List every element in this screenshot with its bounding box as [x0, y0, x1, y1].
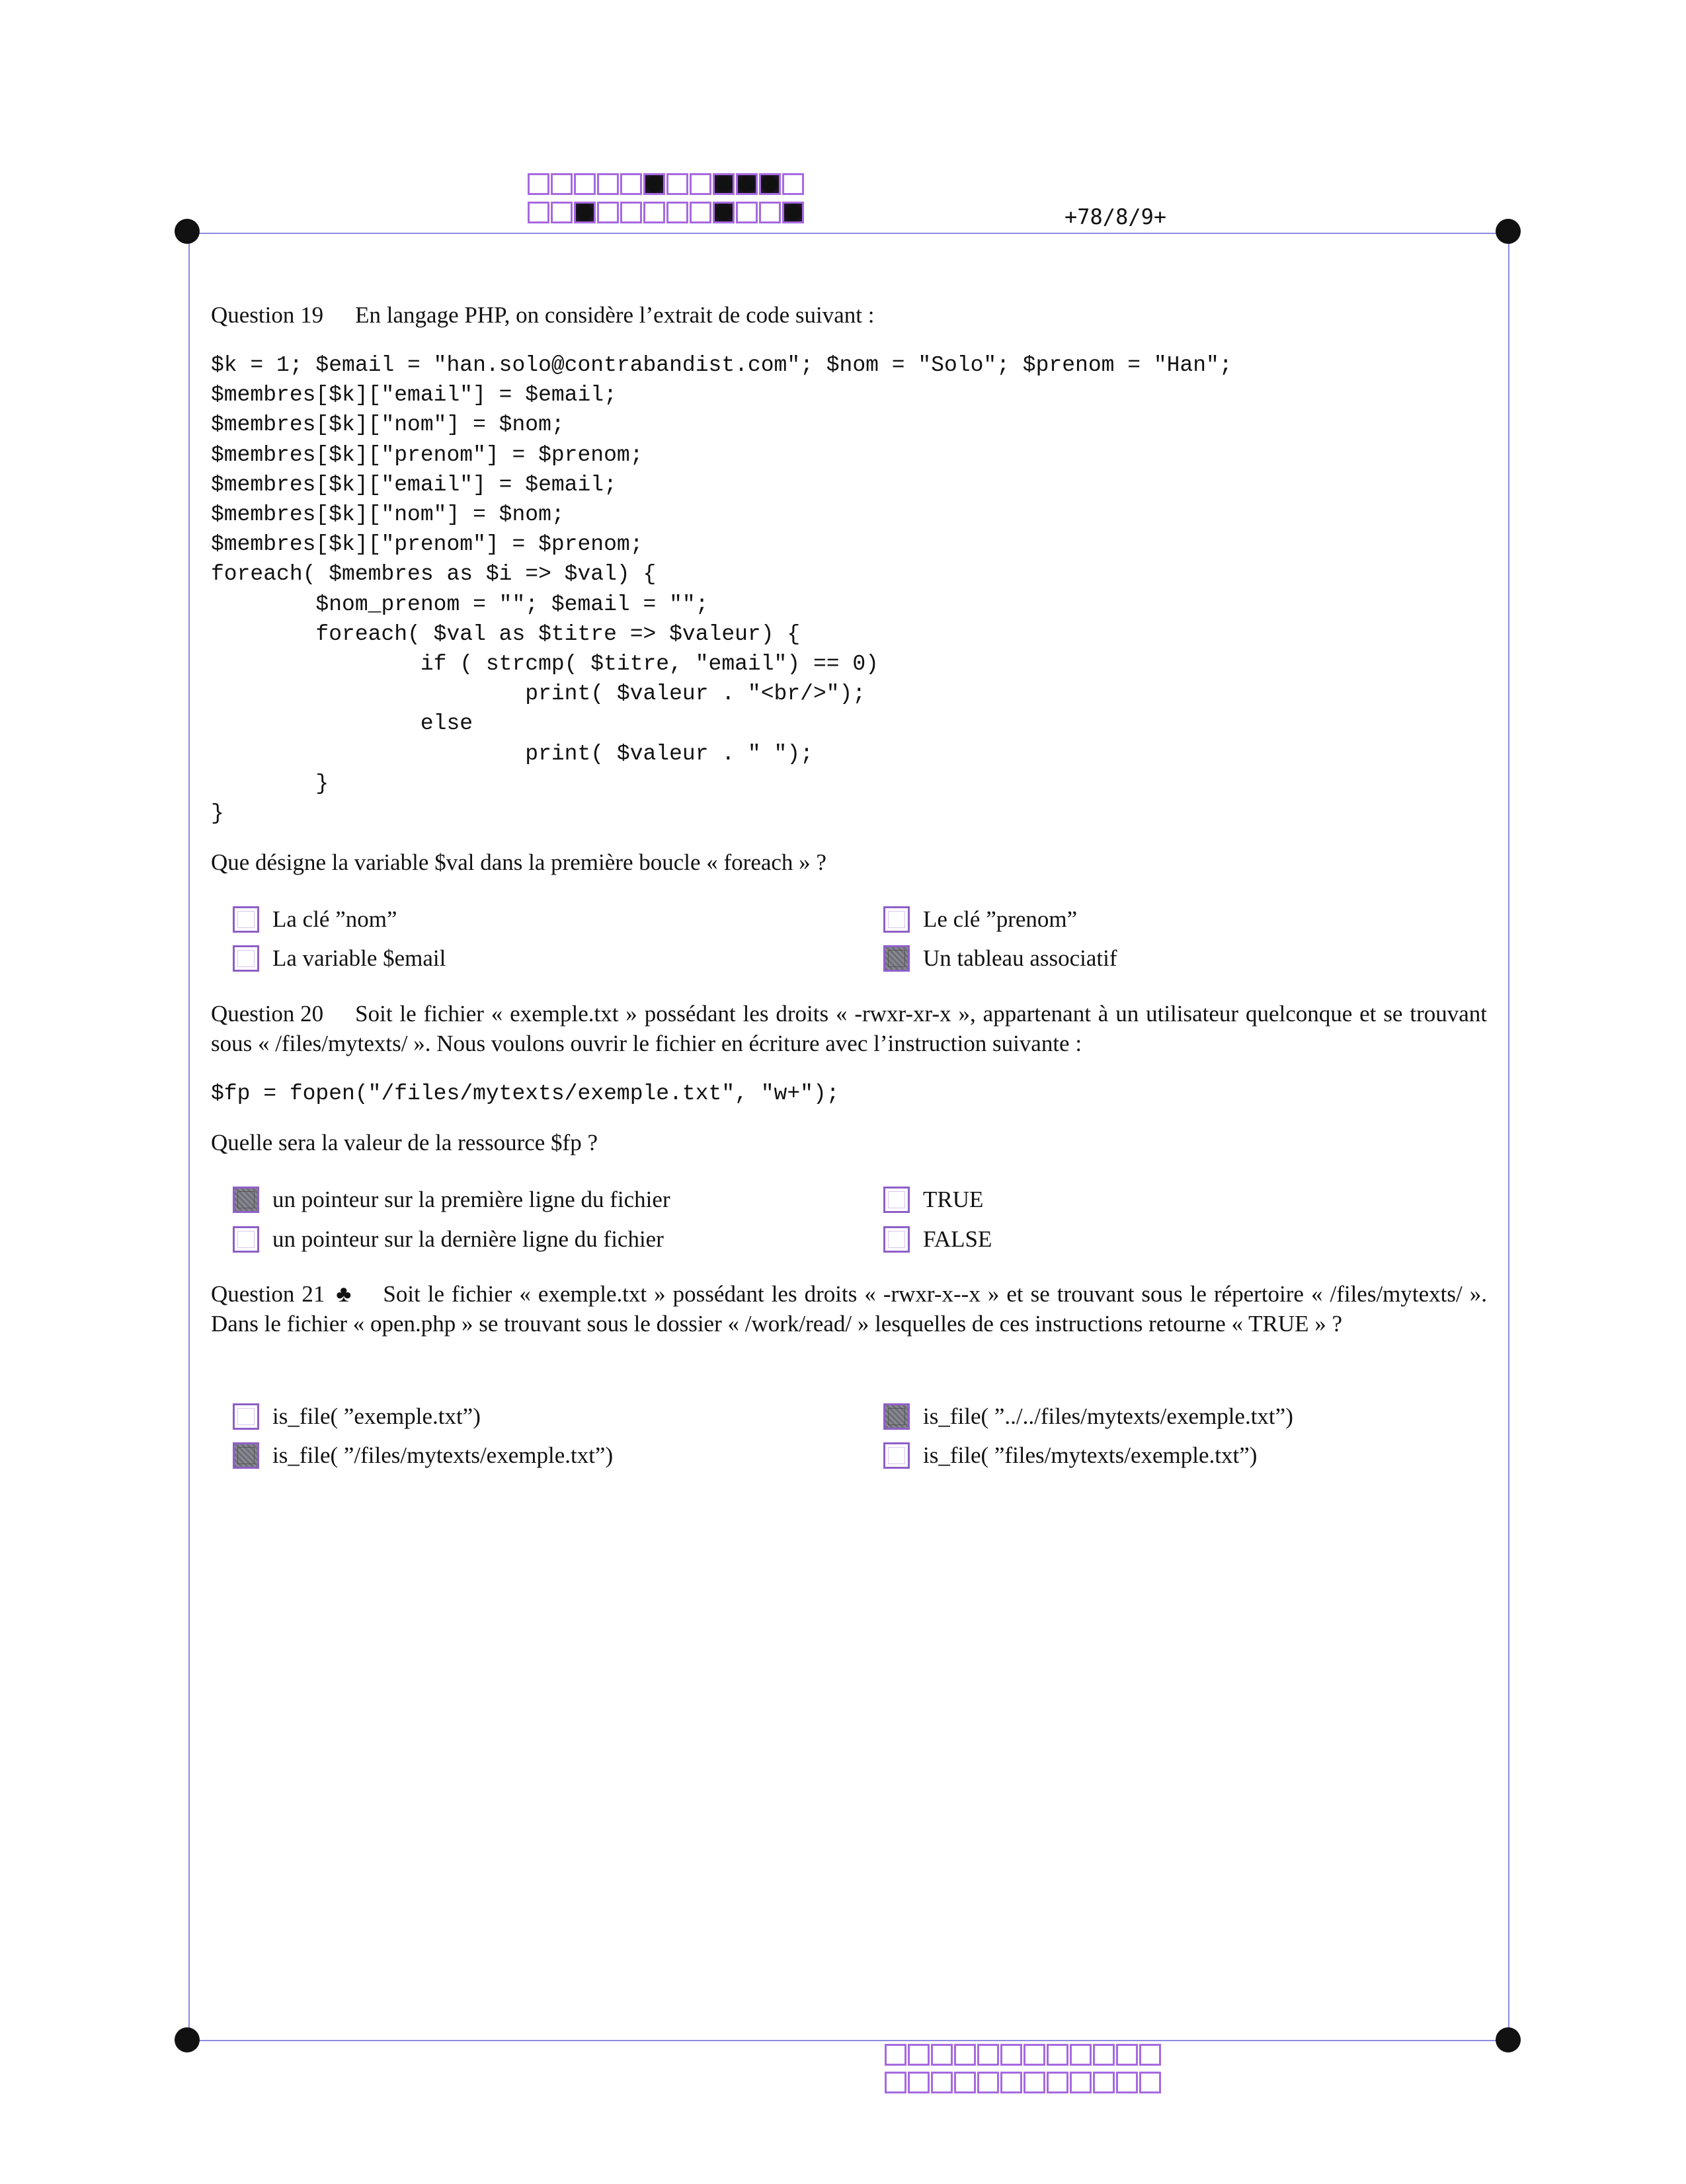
- id-box: [908, 2072, 930, 2093]
- id-box: [954, 2072, 976, 2093]
- id-box: [1093, 2044, 1115, 2066]
- id-box: [1070, 2044, 1092, 2066]
- question-intro: Soit le fichier « exemple.txt » possédant les droits « -rwxr-x--x » et se trouvant sous le répertoire « /files/mytexts/ ». Dans le fichier « open.php » se trouvant sous le dossier « /work/read/ » lesquelles de ces instructions retourne « TRUE » ?: [211, 1281, 1487, 1337]
- header-id-boxes: [528, 173, 805, 223]
- question-20-code: $fp = fopen("/files/mytexts/exemple.txt", "w+");: [211, 1081, 840, 1106]
- footer-id-row: [885, 2072, 1162, 2093]
- answer-checkbox[interactable]: [233, 1442, 259, 1469]
- answer-text: is_file( ”files/mytexts/exemple.txt”): [923, 1442, 1258, 1468]
- id-box: [643, 202, 665, 223]
- answer-option[interactable]: [233, 1183, 670, 1216]
- id-box: [1024, 2044, 1045, 2066]
- id-box: [782, 173, 804, 195]
- answer-text: TRUE: [923, 1187, 984, 1212]
- answer-checkbox[interactable]: [883, 1403, 910, 1430]
- answer-checkbox[interactable]: [233, 1187, 259, 1213]
- question-19-code: $k = 1; $email = "han.solo@contrabandist.com"; $nom = "Solo"; $prenom = "Han"; $membres[$k]["email"] = $email; $membres[$k]["nom"] = $nom; $membres[$k]["prenom"] = $prenom; $membres[$k]["email"] = $email; $membres[$k]["nom"] = $nom; $membres[$k]["prenom"] = $prenom; foreach( $membres as $i => $val) { $nom_prenom = ""; $email = ""; foreach( $val as $titre => $valeur) { if ( strcmp( $titre, "email") == 0) print( $valeur . "<br/>"); else print( $valeur . " "); } }: [211, 353, 1232, 826]
- answer-text: Un tableau associatif: [923, 945, 1117, 971]
- answer-checkbox[interactable]: [233, 945, 259, 972]
- answer-checkbox[interactable]: [233, 906, 259, 933]
- answer-option[interactable]: [883, 1183, 983, 1216]
- id-box: [736, 202, 758, 223]
- answer-checkbox[interactable]: [883, 1226, 910, 1253]
- footer-id-row: [885, 2044, 1162, 2066]
- id-box: [1024, 2072, 1045, 2093]
- question-label: Question 21: [211, 1281, 325, 1307]
- answer-option[interactable]: [883, 942, 1117, 975]
- header-id-row: [528, 202, 805, 223]
- id-box: [1047, 2072, 1068, 2093]
- question-intro: En langage PHP, on considère l’extrait de code suivant :: [355, 302, 875, 328]
- question-label: Question 20: [211, 1001, 324, 1027]
- id-box-filled: [759, 173, 781, 195]
- question-intro: Soit le fichier « exemple.txt » possédant les droits « -rwxr-xr-x », appartenant à un utilisateur quelconque et se trouvant sous « /files/mytexts/ ». Nous voulons ouvrir le fichier en écriture avec l’instruction suivante :: [211, 1001, 1487, 1056]
- answer-option[interactable]: [233, 903, 397, 936]
- question-label: Question 19: [211, 302, 324, 328]
- answer-option[interactable]: [233, 1439, 613, 1472]
- answer-text: FALSE: [923, 1226, 992, 1252]
- answer-option[interactable]: [883, 1439, 1257, 1472]
- id-box: [759, 202, 781, 223]
- question-19-prompt: Que désigne la variable $val dans la première boucle « foreach » ?: [211, 849, 826, 875]
- question-20-heading: [211, 999, 1487, 1058]
- id-box-filled: [736, 173, 758, 195]
- id-box: [1139, 2044, 1161, 2066]
- question-21-heading: [211, 1279, 1487, 1339]
- id-box: [597, 173, 619, 195]
- corner-mark-bottom-right: [1496, 2027, 1521, 2052]
- answer-text: La clé ”nom”: [272, 906, 397, 932]
- question-20-prompt: Quelle sera la valeur de la ressource $fp ?: [211, 1130, 598, 1155]
- answer-option[interactable]: [883, 1223, 992, 1256]
- id-box-filled: [713, 202, 735, 223]
- answer-option[interactable]: [233, 1400, 481, 1433]
- corner-mark-top-right: [1496, 219, 1521, 244]
- answer-text: is_file( ”exemple.txt”): [272, 1403, 481, 1429]
- id-box: [977, 2072, 999, 2093]
- answer-checkbox[interactable]: [883, 906, 910, 933]
- answer-checkbox[interactable]: [883, 1187, 910, 1213]
- id-box: [690, 173, 711, 195]
- id-box: [885, 2044, 906, 2066]
- id-box: [574, 173, 596, 195]
- id-box: [885, 2072, 906, 2093]
- answer-text: is_file( ”/files/mytexts/exemple.txt”): [272, 1442, 614, 1468]
- answer-checkbox[interactable]: [883, 1442, 910, 1469]
- id-box: [690, 202, 711, 223]
- id-box: [1000, 2072, 1022, 2093]
- corner-mark-bottom-left: [175, 2027, 200, 2052]
- answer-text: un pointeur sur la première ligne du fichier: [272, 1187, 670, 1212]
- id-box-filled: [713, 173, 735, 195]
- answer-option[interactable]: [233, 942, 446, 975]
- id-box: [908, 2044, 930, 2066]
- id-box: [597, 202, 619, 223]
- answer-checkbox[interactable]: [233, 1403, 259, 1430]
- id-box: [1139, 2072, 1161, 2093]
- answer-option[interactable]: [883, 1400, 1293, 1433]
- id-box: [1093, 2072, 1115, 2093]
- id-box-filled: [643, 173, 665, 195]
- id-box-filled: [574, 202, 596, 223]
- answer-option[interactable]: [883, 903, 1077, 936]
- id-box: [620, 173, 642, 195]
- answer-checkbox[interactable]: [883, 945, 910, 972]
- id-box: [551, 173, 573, 195]
- answer-text: un pointeur sur la dernière ligne du fichier: [272, 1226, 664, 1252]
- id-box: [528, 173, 549, 195]
- answer-checkbox[interactable]: [233, 1226, 259, 1253]
- page-id: +78/8/9+: [1064, 204, 1167, 229]
- header-id-row: [528, 173, 805, 195]
- answer-option[interactable]: [233, 1223, 664, 1256]
- id-box: [1000, 2044, 1022, 2066]
- corner-mark-top-left: [175, 219, 200, 244]
- id-box: [1047, 2044, 1068, 2066]
- footer-id-boxes: [885, 2044, 1162, 2093]
- answer-text: is_file( ”../../files/mytexts/exemple.txt”): [923, 1403, 1293, 1429]
- id-box: [931, 2072, 953, 2093]
- id-box: [666, 202, 688, 223]
- id-box: [528, 202, 549, 223]
- id-box: [1070, 2072, 1092, 2093]
- id-box: [931, 2044, 953, 2066]
- id-box: [666, 173, 688, 195]
- club-icon: ♣: [336, 1281, 352, 1307]
- id-box: [551, 202, 573, 223]
- id-box: [1116, 2044, 1138, 2066]
- id-box-filled: [782, 202, 804, 223]
- id-box: [977, 2044, 999, 2066]
- id-box: [954, 2044, 976, 2066]
- id-box: [620, 202, 642, 223]
- answer-text: La variable $email: [272, 945, 446, 971]
- id-box: [1116, 2072, 1138, 2093]
- answer-text: Le clé ”prenom”: [923, 906, 1078, 932]
- question-19-heading: [211, 300, 1487, 330]
